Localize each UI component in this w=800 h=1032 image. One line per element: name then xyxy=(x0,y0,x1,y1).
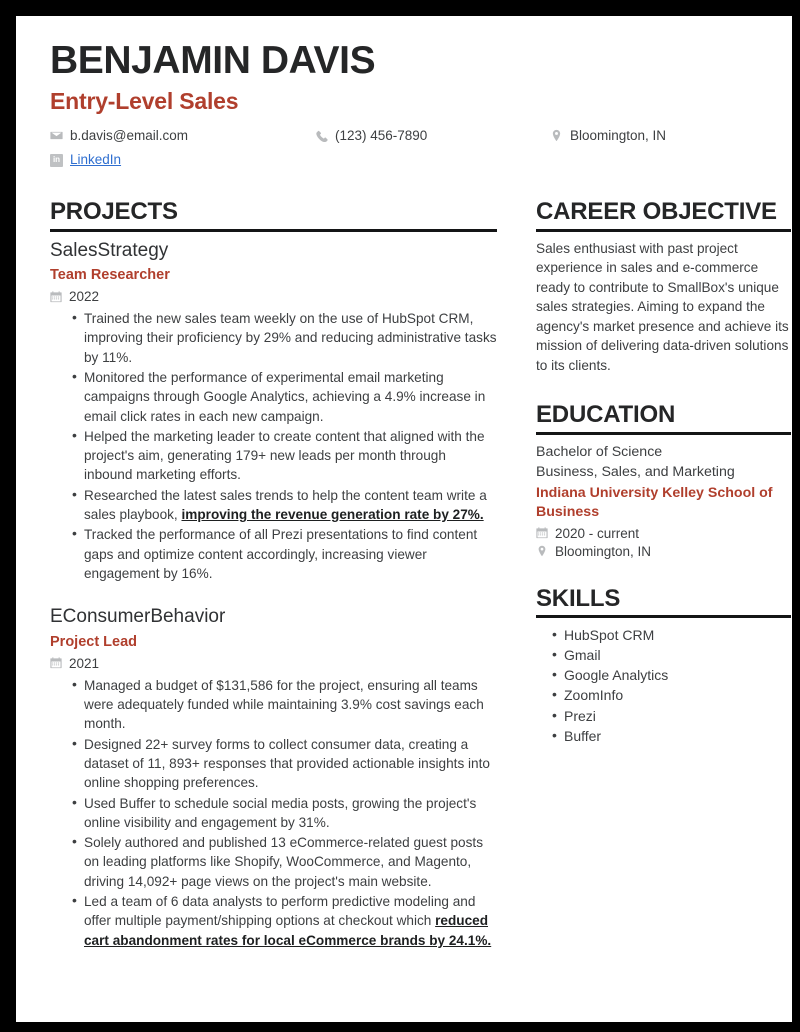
right-column xyxy=(515,198,791,954)
list-item: • Buffer xyxy=(552,726,791,746)
section-title-education: EDUCATION xyxy=(536,401,676,429)
calendar-icon xyxy=(50,657,62,669)
bullet-text: Monitored the performance of experimental email marketing campaigns through Google Analytics, achieving a 4.9% increase in email click rates in each new campaign. xyxy=(84,369,486,424)
resume-header xyxy=(33,40,762,170)
location-pin-icon xyxy=(550,129,563,142)
contact-linkedin[interactable] xyxy=(50,150,315,170)
location-pin-icon xyxy=(536,545,548,557)
list-item xyxy=(72,525,497,583)
contact-email-text: b.davis@email.com xyxy=(70,127,188,143)
project-bullets xyxy=(50,676,497,950)
calendar-icon xyxy=(536,527,548,539)
bullet-text: Helped the marketing leader to create content that aligned with the project's aim, generating 179+ new leads per month through inbound marketing efforts. xyxy=(84,428,485,483)
list-item xyxy=(72,676,497,734)
resume-page xyxy=(16,16,792,1022)
list-item xyxy=(72,892,497,950)
list-item: • HubSpot CRM xyxy=(552,625,791,645)
spacer xyxy=(536,559,791,585)
bullet-text: Led a team of 6 data analysts to perform predictive modeling and offer multiple payment/shipping options at checkout which xyxy=(84,894,476,929)
education-location-text: Bloomington, IN xyxy=(555,543,652,559)
education-date xyxy=(536,526,791,541)
list-item: • ZoomInfo xyxy=(552,685,791,705)
list-item: • Gmail xyxy=(552,645,791,665)
bullet-text: Tracked the performance of all Prezi presentations to find content gaps and optimize content accordingly, increasing viewer engagement by 16%. xyxy=(84,527,478,581)
project-bullets xyxy=(50,309,497,583)
education-field: Business, Sales, and Marketing xyxy=(536,463,735,480)
bullet-text: Solely authored and published 13 eCommerce-related guest posts on leading platforms like Shopify, WooCommerce, and Magento, driving 14,092+ page views on the project's main website. xyxy=(84,835,483,889)
list-item: • Google Analytics xyxy=(552,665,791,685)
bullet-highlight: reduced cart abandonment rates for local eCommerce brands by 24.1%. xyxy=(84,913,492,948)
list-item xyxy=(72,427,497,485)
section-title-skills: SKILLS xyxy=(536,584,621,612)
section-divider-projects xyxy=(50,229,497,232)
contact-info xyxy=(33,126,762,171)
project-date xyxy=(50,656,497,671)
section-divider-career-objective xyxy=(536,229,791,232)
skills-list xyxy=(536,625,791,746)
linkedin-icon: in xyxy=(50,154,63,167)
contact-phone xyxy=(315,126,550,146)
list-item xyxy=(72,794,497,833)
contact-location xyxy=(550,126,762,146)
section-title-projects: PROJECTS xyxy=(50,198,178,226)
project-date-text: 2022 xyxy=(69,289,100,305)
list-item xyxy=(72,309,497,367)
spacer xyxy=(536,375,791,401)
project-role: Team Researcher xyxy=(50,267,170,284)
project-role: Project Lead xyxy=(50,633,138,650)
phone-icon xyxy=(315,129,328,142)
list-item: • Prezi xyxy=(552,706,791,726)
contact-location-text: Bloomington, IN xyxy=(570,127,667,143)
education-date-text: 2020 - current xyxy=(555,525,640,541)
calendar-icon xyxy=(50,291,62,303)
bullet-text: Researched the latest sales trends to help the content team write a sales playbook, xyxy=(84,487,487,523)
project-entry xyxy=(50,605,497,950)
section-divider-skills xyxy=(536,615,791,618)
education-location xyxy=(536,544,791,559)
job-title: Entry-Level Sales xyxy=(50,88,239,115)
bullet-highlight: improving the revenue generation rate by 27%. xyxy=(181,507,484,523)
contact-phone-text: (123) 456-7890 xyxy=(335,127,428,143)
education-school: Indiana University Kelley School of Business xyxy=(536,485,773,521)
project-name: EConsumerBehavior xyxy=(50,606,226,628)
bullet-text: Managed a budget of $131,586 for the project, ensuring all teams were adequately funded while maintaining 3.9% cost savings each month. xyxy=(84,677,484,732)
bullet-text: Designed 22+ survey forms to collect consumer data, creating a dataset of 11, 893+ responses that provided actionable insights into online shopping preferences. xyxy=(84,736,490,791)
list-item xyxy=(72,735,497,793)
career-objective-text: Sales enthusiast with past project experience in sales and e-commerce ready to contribute to SmallBox's unique sales strategies. Aiming to expand the agency's market presence and achieve its mission of delivering data-driven solutions to its clients. xyxy=(536,240,789,373)
linkedin-link[interactable]: LinkedIn xyxy=(70,151,122,167)
resume-body xyxy=(33,198,789,954)
list-item xyxy=(72,368,497,426)
project-name: SalesStrategy xyxy=(50,239,169,261)
list-item xyxy=(72,486,497,525)
project-date-text: 2021 xyxy=(69,655,100,671)
section-divider-education xyxy=(536,432,791,435)
bullet-text: Trained the new sales team weekly on the use of HubSpot CRM, improving their proficiency by 29% and reducing administrative tasks by 11%. xyxy=(84,311,497,365)
list-item xyxy=(72,833,497,891)
education-degree: Bachelor of Science xyxy=(536,443,663,460)
envelope-icon xyxy=(50,129,63,142)
project-entry xyxy=(50,239,497,584)
contact-email xyxy=(50,126,315,146)
left-column xyxy=(50,198,515,954)
bullet-text: Used Buffer to schedule social media posts, growing the project's online visibility and engagement by 31%. xyxy=(84,795,477,830)
section-title-career-objective: CAREER OBJECTIVE xyxy=(536,198,777,226)
project-date xyxy=(50,289,497,304)
page-title: BENJAMIN DAVIS xyxy=(50,39,376,82)
